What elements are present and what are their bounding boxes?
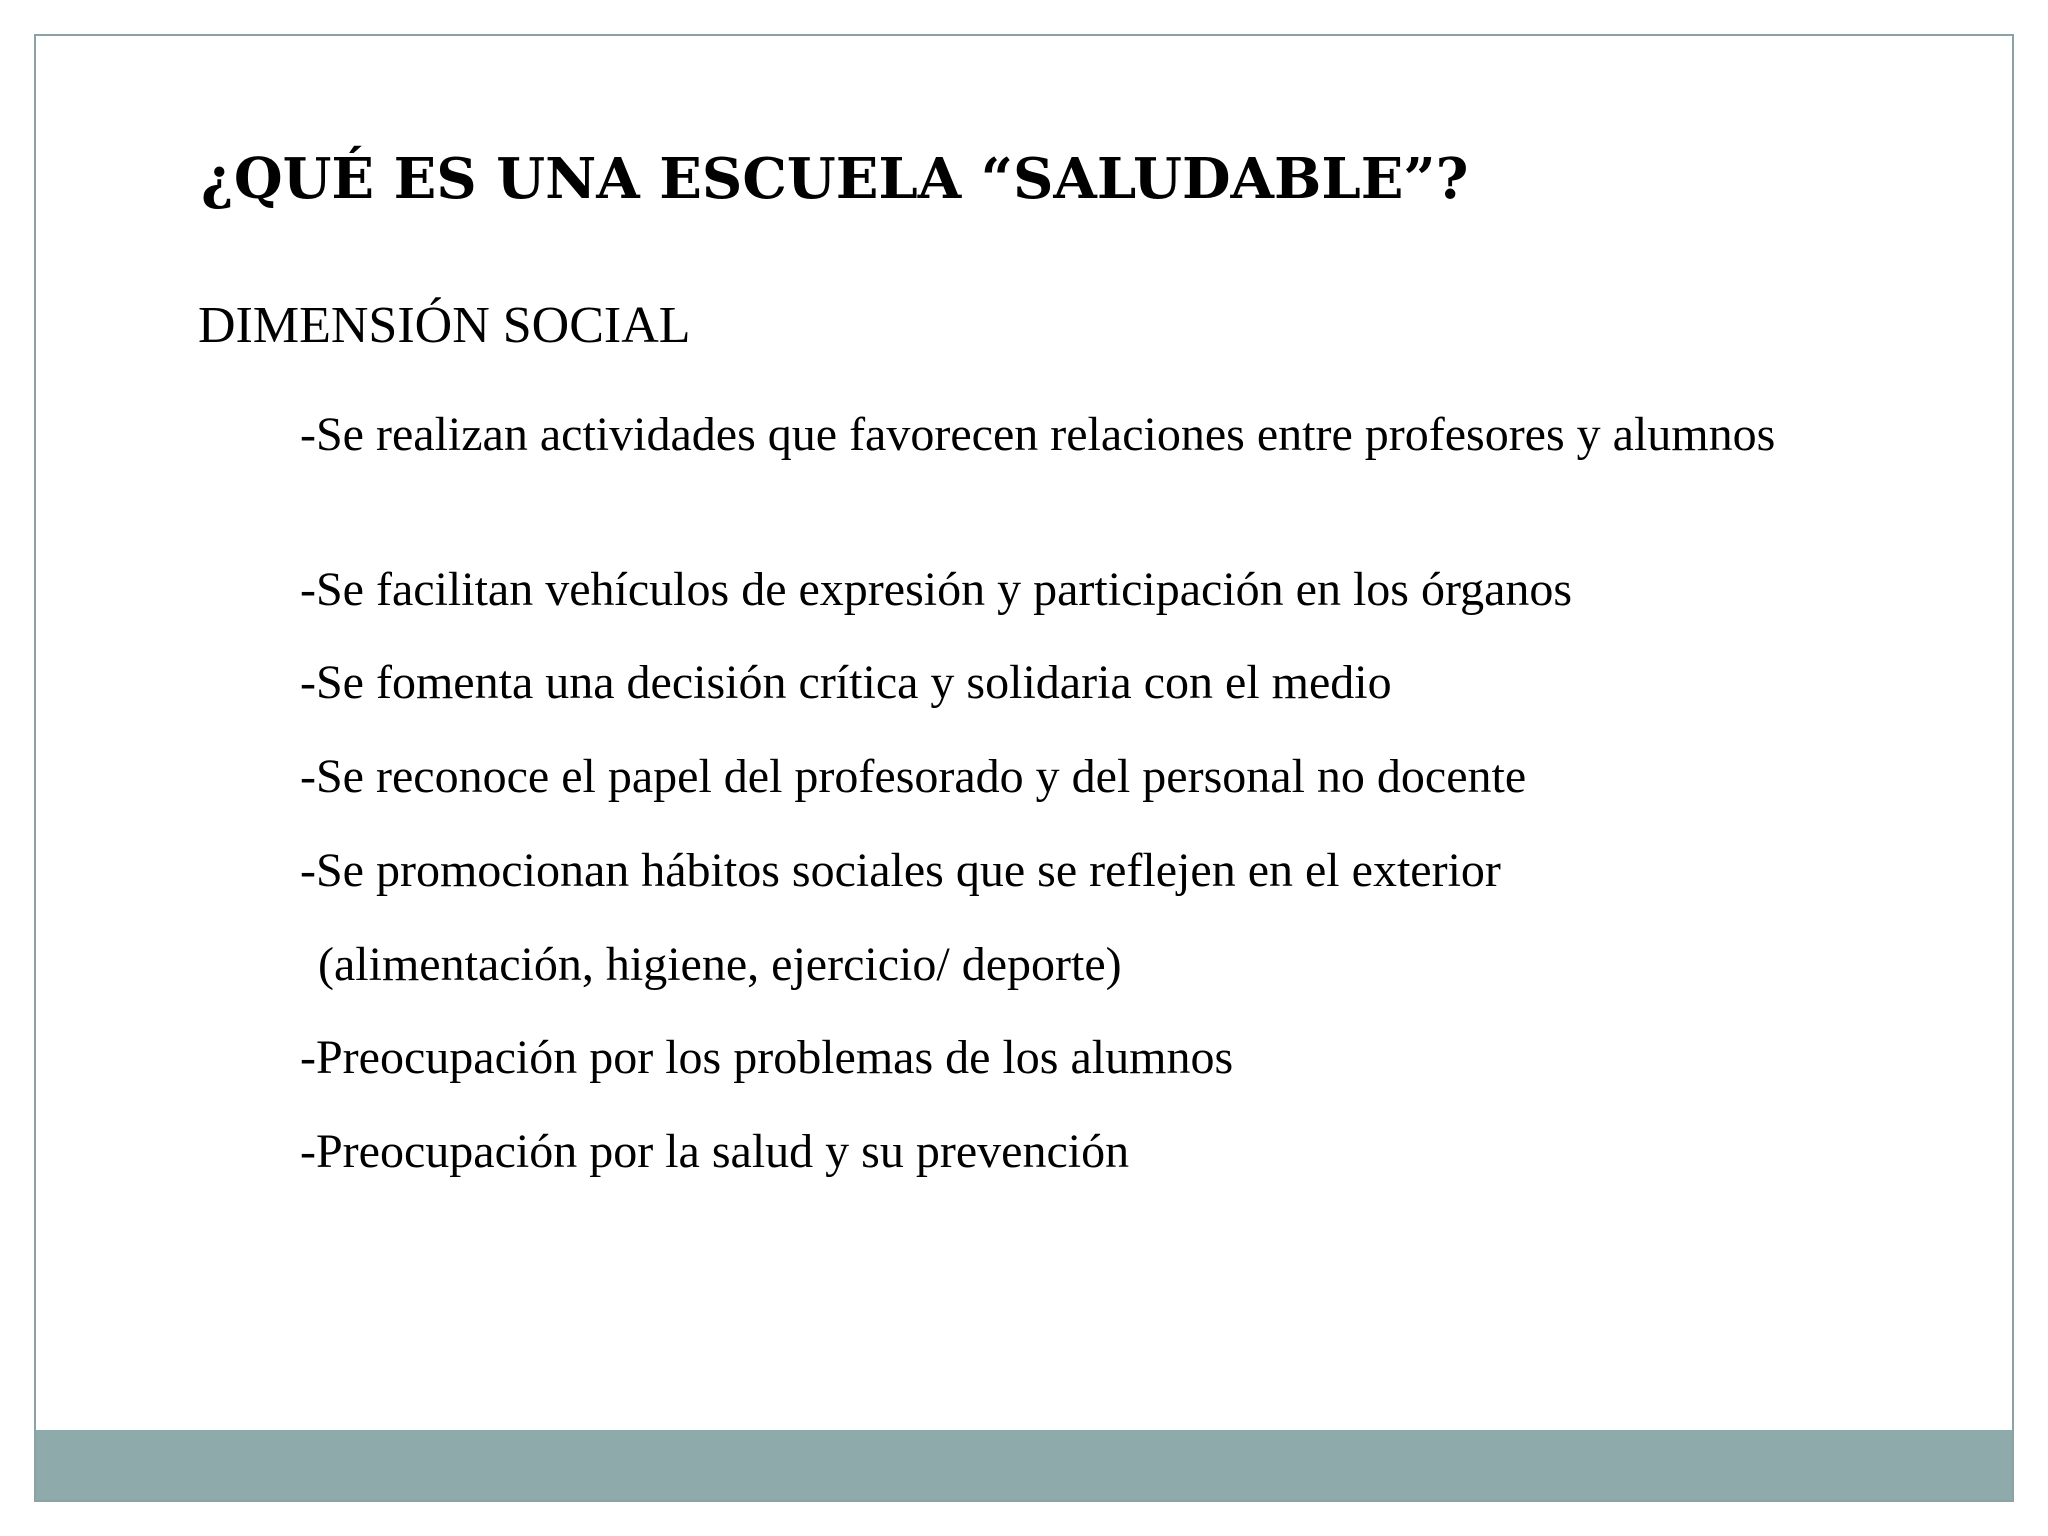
list-item: -Se facilitan vehículos de expresión y participación en los órganos [300,563,1573,616]
list-item-continuation: (alimentación, higiene, ejercicio/ deporte) [318,938,1122,991]
list-item: -Se reconoce el papel del profesorado y del personal no docente [300,750,1527,803]
list-item: -Se realizan actividades que favorecen relaciones entre profesores y alumnos [300,408,1776,461]
slide [34,34,2014,1502]
list-item: -Preocupación por los problemas de los alumnos [300,1031,1234,1084]
list-item: -Se fomenta una decisión crítica y solidaria con el medio [300,656,1392,709]
footer-band [36,1430,2012,1500]
list-item: -Preocupación por la salud y su prevención [300,1125,1130,1178]
section-subtitle: DIMENSIÓN SOCIAL [198,297,691,354]
slide-title: ¿QUÉ ES UNA ESCUELA “SALUDABLE”? [201,146,1469,212]
list-item: -Se promocionan hábitos sociales que se reflejen en el exterior [300,844,1501,897]
